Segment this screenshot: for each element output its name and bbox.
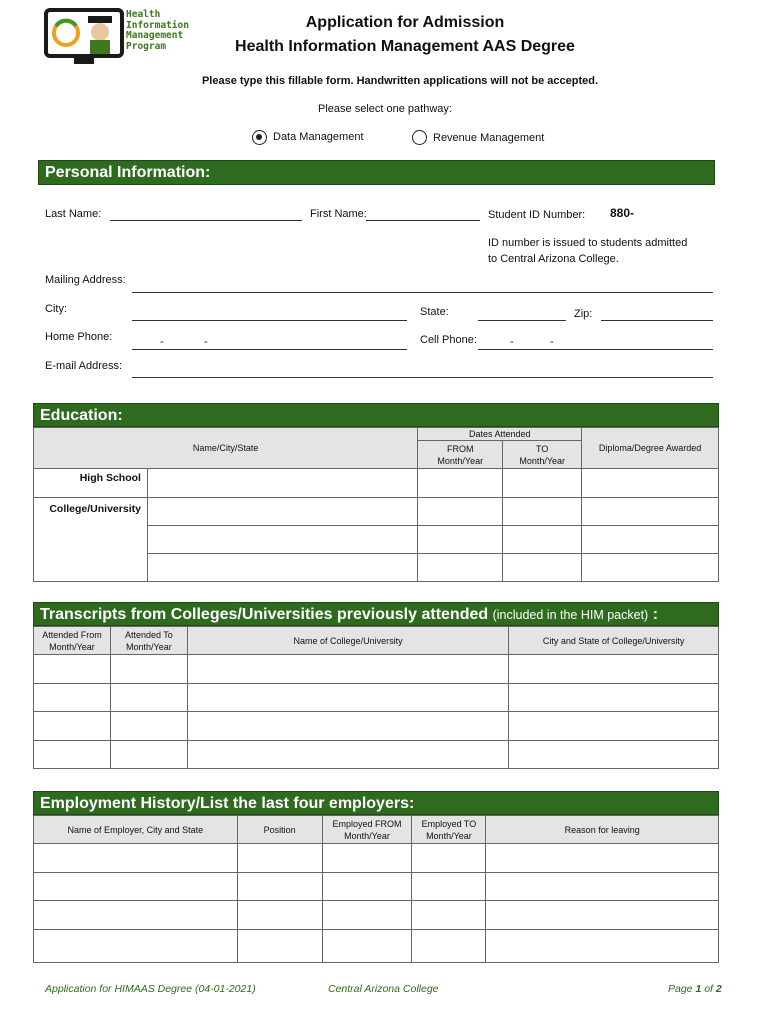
footer-form-id: Application for HIMAAS Degree (04-01-2021): [45, 983, 256, 995]
student-id-label: Student ID Number:: [488, 209, 586, 221]
edu-cell[interactable]: [147, 554, 417, 582]
edu-col-from: FROM Month/Year: [418, 441, 503, 469]
emp-col-reason: Reason for leaving: [486, 816, 719, 844]
edu-col-diploma: Diploma/Degree Awarded: [582, 428, 719, 469]
emp-cell[interactable]: [237, 844, 322, 873]
zip-field[interactable]: [601, 320, 713, 321]
emp-col-from: Employed FROM Month/Year: [322, 816, 412, 844]
first-name-field[interactable]: [366, 220, 480, 221]
emp-cell[interactable]: [322, 844, 412, 873]
emp-cell[interactable]: [486, 844, 719, 873]
tr-cell[interactable]: [509, 712, 719, 741]
emp-cell[interactable]: [412, 901, 486, 930]
zip-label: Zip:: [574, 308, 593, 320]
city-label: City:: [45, 303, 67, 315]
edu-cell[interactable]: [582, 554, 719, 582]
page-subtitle: Health Information Management AAS Degree: [235, 38, 575, 55]
edu-col-to: TO Month/Year: [503, 441, 582, 469]
transcripts-heading-colon: :: [652, 606, 659, 623]
edu-cell[interactable]: [147, 526, 417, 554]
first-name-label: First Name:: [310, 208, 367, 220]
city-field[interactable]: [132, 320, 407, 321]
last-name-field[interactable]: [110, 220, 302, 221]
tr-cell[interactable]: [187, 684, 508, 712]
radio-label-data-management: Data Management: [273, 131, 364, 143]
edu-cell[interactable]: [418, 469, 503, 498]
edu-cell[interactable]: [582, 498, 719, 526]
edu-cell[interactable]: [503, 554, 582, 582]
email-label: E-mail Address:: [45, 360, 123, 372]
radio-data-management[interactable]: [252, 130, 267, 145]
transcripts-heading-note: (included in the HIM packet): [492, 608, 649, 622]
edu-cell[interactable]: [418, 498, 503, 526]
emp-cell[interactable]: [34, 844, 238, 873]
logo-text: Health Information Management Program: [126, 9, 189, 52]
state-label: State:: [420, 306, 449, 318]
emp-cell[interactable]: [237, 901, 322, 930]
tr-col-city: City and State of College/University: [509, 627, 719, 655]
tr-cell[interactable]: [509, 741, 719, 769]
monitor-stand: [74, 58, 94, 64]
edu-col-dates: Dates Attended: [418, 428, 582, 441]
education-table: [33, 427, 719, 582]
tr-cell[interactable]: [34, 655, 111, 684]
employment-heading: Employment History/List the last four employers:: [33, 791, 719, 815]
home-phone-dash-2: -: [204, 336, 208, 348]
monitor-icon: [44, 8, 124, 58]
tr-cell[interactable]: [110, 655, 187, 684]
tr-cell[interactable]: [187, 741, 508, 769]
footer-page-number: Page 1 of 2: [668, 983, 722, 995]
cell-phone-dash-2: -: [550, 336, 554, 348]
radio-label-revenue-management: Revenue Management: [433, 132, 545, 144]
edu-col-name: Name/City/State: [34, 428, 418, 469]
logo-graphic: [48, 12, 120, 54]
emp-cell[interactable]: [412, 844, 486, 873]
pathway-prompt: Please select one pathway:: [318, 103, 452, 115]
home-phone-field[interactable]: [132, 349, 407, 350]
personal-info-heading: Personal Information:: [38, 160, 715, 185]
tr-cell[interactable]: [110, 712, 187, 741]
emp-cell[interactable]: [34, 930, 238, 963]
emp-cell[interactable]: [486, 930, 719, 963]
edu-cell[interactable]: [503, 469, 582, 498]
tr-cell[interactable]: [110, 741, 187, 769]
home-phone-label: Home Phone:: [45, 331, 113, 343]
transcripts-table: [33, 626, 719, 769]
edu-cell[interactable]: [147, 498, 417, 526]
tr-cell[interactable]: [110, 684, 187, 712]
emp-cell[interactable]: [322, 930, 412, 963]
cell-phone-label: Cell Phone:: [420, 334, 477, 346]
edu-cell[interactable]: [147, 469, 417, 498]
program-logo: [44, 8, 192, 66]
tr-cell[interactable]: [34, 741, 111, 769]
home-phone-dash-1: -: [160, 336, 164, 348]
emp-cell[interactable]: [34, 873, 238, 901]
tr-cell[interactable]: [509, 684, 719, 712]
emp-cell[interactable]: [486, 873, 719, 901]
education-heading: Education:: [33, 403, 719, 427]
employment-table: [33, 815, 719, 963]
state-field[interactable]: [478, 320, 566, 321]
edu-cell[interactable]: [503, 526, 582, 554]
emp-col-position: Position: [237, 816, 322, 844]
cell-phone-dash-1: -: [510, 336, 514, 348]
emp-col-employer: Name of Employer, City and State: [34, 816, 238, 844]
emp-cell[interactable]: [322, 873, 412, 901]
student-id-prefix[interactable]: 880-: [610, 206, 635, 220]
page-title: Application for Admission: [305, 14, 505, 31]
id-note-line1: ID number is issued to students admitted: [488, 237, 688, 249]
tr-cell[interactable]: [34, 684, 111, 712]
edu-row-high-school: High School: [34, 469, 148, 498]
transcripts-heading: [33, 602, 719, 626]
tr-cell[interactable]: [509, 655, 719, 684]
emp-cell[interactable]: [322, 901, 412, 930]
emp-cell[interactable]: [34, 901, 238, 930]
emp-cell[interactable]: [237, 873, 322, 901]
tr-col-name: Name of College/University: [187, 627, 508, 655]
footer-college: Central Arizona College: [328, 983, 439, 995]
edu-row-college: College/University: [34, 498, 148, 582]
edu-cell[interactable]: [418, 554, 503, 582]
edu-cell[interactable]: [582, 469, 719, 498]
id-note-line2: to Central Arizona College.: [488, 253, 619, 265]
edu-cell[interactable]: [582, 526, 719, 554]
emp-cell[interactable]: [486, 901, 719, 930]
edu-cell[interactable]: [418, 526, 503, 554]
tr-cell[interactable]: [34, 712, 111, 741]
cell-phone-field[interactable]: [478, 349, 713, 350]
emp-cell[interactable]: [412, 930, 486, 963]
email-field[interactable]: [132, 377, 713, 378]
mailing-address-label: Mailing Address:: [45, 274, 126, 286]
tr-cell[interactable]: [187, 712, 508, 741]
tr-col-to: Attended To Month/Year: [110, 627, 187, 655]
mailing-address-field[interactable]: [132, 292, 713, 293]
transcripts-heading-text: Transcripts from Colleges/Universities previously attended: [40, 606, 489, 623]
emp-cell[interactable]: [412, 873, 486, 901]
edu-cell[interactable]: [503, 498, 582, 526]
emp-col-to: Employed TO Month/Year: [412, 816, 486, 844]
emp-cell[interactable]: [237, 930, 322, 963]
last-name-label: Last Name:: [45, 208, 102, 220]
tr-col-from: Attended From Month/Year: [34, 627, 111, 655]
instruction-text: Please type this fillable form. Handwritten applications will not be accepted.: [201, 75, 599, 87]
tr-cell[interactable]: [187, 655, 508, 684]
radio-revenue-management[interactable]: [412, 130, 427, 145]
